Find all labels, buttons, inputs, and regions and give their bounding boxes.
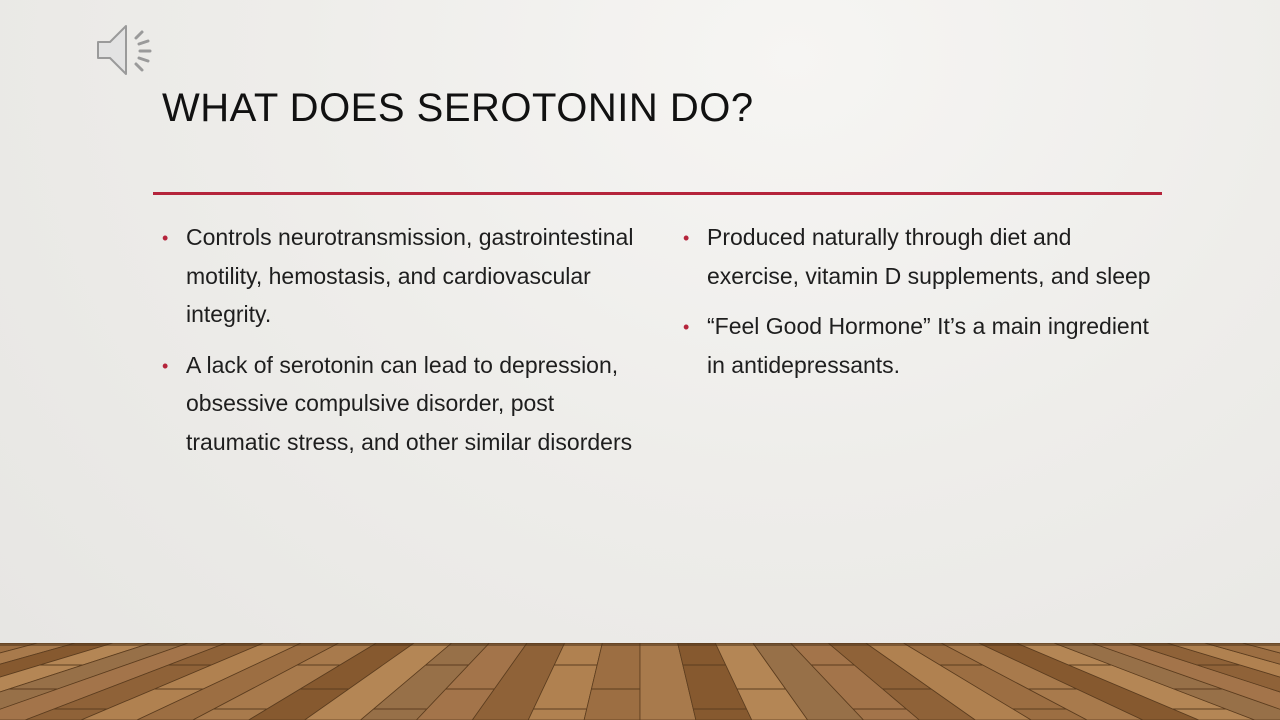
bullet-marker: • xyxy=(162,355,169,376)
left-bullet-list xyxy=(160,218,640,473)
bullet-item xyxy=(681,218,1151,295)
bullet-text: Produced naturally through diet and exercise, vitamin D supplements, and sleep xyxy=(707,224,1151,289)
bullet-text: A lack of serotonin can lead to depression, obsessive compulsive disorder, post traumatic stress, and other similar disorders xyxy=(186,351,633,455)
title-divider xyxy=(153,192,1162,195)
bullet-marker: • xyxy=(683,317,690,337)
bullet-marker: • xyxy=(162,228,169,248)
bullet-text: “Feel Good Hormone” It’s a main ingredient in antidepressants. xyxy=(707,313,1149,378)
bullet-text: Controls neurotransmission, gastrointestinal motility, hemostasis, and cardiovascular integrity. xyxy=(186,224,634,327)
bullet-marker: • xyxy=(683,228,690,248)
right-bullet-list xyxy=(681,218,1151,396)
speaker-icon[interactable] xyxy=(94,20,160,80)
bullet-item xyxy=(160,346,640,462)
wood-floor xyxy=(0,643,1280,720)
slide-title: WHAT DOES SEROTONIN DO? xyxy=(162,86,754,130)
bullet-item xyxy=(681,307,1151,384)
bullet-item xyxy=(160,218,640,334)
